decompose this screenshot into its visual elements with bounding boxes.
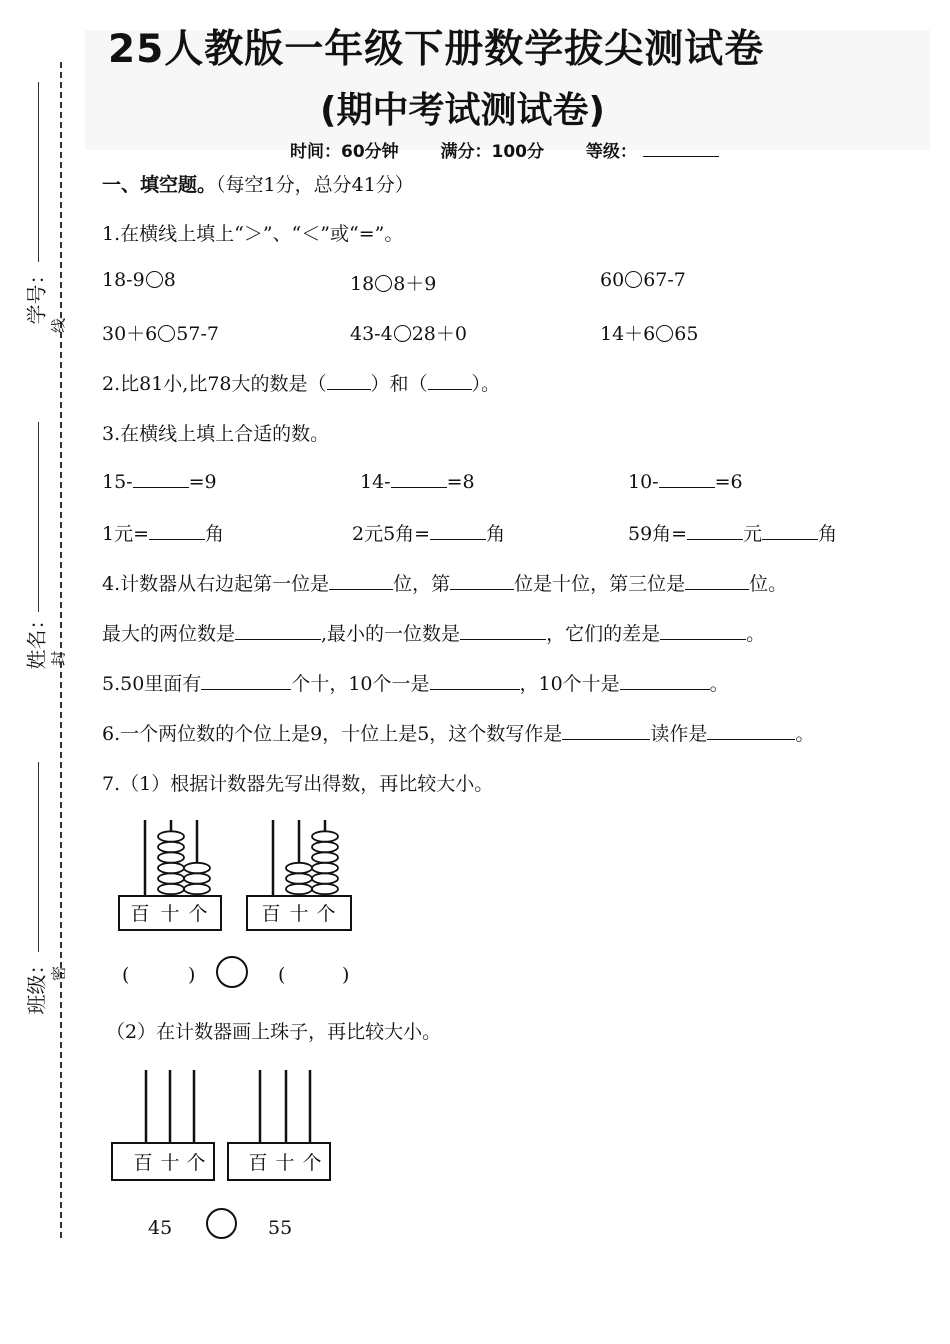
compare-right-number: 55 (268, 1217, 293, 1239)
q4-line1: 4.计数器从右边起第一位是 位，第 位是十位，第三位是 位。 (102, 573, 788, 595)
answer-blank[interactable] (430, 521, 486, 540)
compare-circle[interactable] (216, 956, 248, 988)
answer-blank[interactable] (133, 469, 189, 488)
exam-info-line (290, 137, 719, 162)
q1-item: 18-9 8 (102, 269, 176, 291)
abacus-4-empty[interactable] (224, 1066, 334, 1186)
q1-item: 43-4 28＋0 (350, 323, 467, 345)
grade-blank[interactable] (643, 138, 719, 157)
abacus-hundreds-label: 百 (248, 1152, 268, 1174)
ones-bead (312, 831, 338, 841)
q3-item: 15- =9 (102, 471, 217, 493)
answer-blank[interactable] (562, 721, 650, 740)
q3-prompt: 3.在横线上填上合适的数。 (102, 423, 330, 445)
line-label: 线 (49, 318, 68, 334)
abacus-hundreds-label: 百 (130, 903, 150, 925)
abacus-tens-label: 十 (160, 903, 180, 925)
q5: 5.50里面有 个十，10个一是 ，10个十是 。 (102, 673, 729, 695)
ones-bead (312, 884, 338, 894)
page-title: 25人教版一年级下册数学拔尖测试卷 (108, 27, 765, 72)
q1-item: 18 8＋9 (350, 273, 437, 295)
q3-item: 2元5角= 角 (352, 523, 506, 545)
ones-bead (184, 884, 210, 894)
abacus-tens-label: 十 (289, 903, 309, 925)
ones-bead (184, 873, 210, 883)
ones-bead (312, 852, 338, 862)
q4-line2: 最大的两位数是 ,最小的一位数是 ，它们的差是 。 (102, 623, 766, 645)
seal-label: 封 (49, 651, 68, 667)
abacus-tens-label: 十 (275, 1152, 295, 1174)
abacus-tens-label: 十 (160, 1152, 180, 1174)
answer-blank[interactable] (149, 521, 205, 540)
tens-bead (286, 863, 312, 873)
class-write-line[interactable] (38, 762, 39, 952)
ones-bead (312, 873, 338, 883)
q3-item: 1元= 角 (102, 523, 225, 545)
abacus-ones-label: 个 (188, 903, 208, 925)
paren-close: ) (188, 964, 196, 986)
tens-bead (286, 884, 312, 894)
compare-circle[interactable] (206, 1208, 237, 1239)
q3-item: 59角= 元 角 (628, 523, 838, 545)
name-write-line[interactable] (38, 422, 39, 612)
q1-item: 14＋6 65 (600, 323, 699, 345)
answer-blank[interactable] (620, 671, 710, 690)
abacus-hundreds-label: 百 (261, 903, 281, 925)
compare-circle[interactable] (146, 271, 163, 288)
q3-item: 14- =8 (360, 471, 475, 493)
q1-item: 30＋6 57-7 (102, 323, 219, 345)
paren-open: ( (278, 964, 286, 986)
class-label: 班级： (24, 954, 49, 1015)
answer-blank[interactable] (687, 521, 743, 540)
section-note: （每空1分，总分41分） (216, 174, 414, 196)
abacus-3-empty[interactable] (108, 1066, 218, 1186)
compare-circle[interactable] (394, 325, 411, 342)
paren-close: ) (342, 964, 350, 986)
ones-bead (312, 863, 338, 873)
q7-part1-prompt: 7.（1）根据计数器先写出得数，再比较大小。 (102, 773, 494, 795)
answer-blank[interactable] (659, 469, 715, 488)
answer-blank[interactable] (428, 371, 472, 390)
q1-item: 60 67-7 (600, 269, 686, 291)
secret-label: 密 (49, 966, 68, 982)
answer-blank[interactable] (430, 671, 520, 690)
page-subtitle: (期中考试测试卷) (320, 90, 605, 131)
student-id-write-line[interactable] (38, 82, 39, 262)
answer-blank[interactable] (707, 721, 795, 740)
paren-open: ( (122, 964, 130, 986)
ones-bead (184, 863, 210, 873)
q6: 6.一个两位数的个位上是9，十位上是5，这个数写作是 读作是 。 (102, 723, 815, 745)
abacus-ones-label: 个 (186, 1152, 206, 1174)
tens-bead (158, 873, 184, 883)
tens-bead (158, 863, 184, 873)
section-heading (102, 170, 414, 197)
tens-bead (158, 852, 184, 862)
answer-blank[interactable] (136, 962, 186, 988)
compare-circle[interactable] (625, 271, 642, 288)
name-label: 姓名： (24, 609, 49, 670)
answer-blank[interactable] (292, 962, 340, 988)
answer-blank[interactable] (660, 621, 746, 640)
answer-blank[interactable] (327, 371, 371, 390)
answer-blank[interactable] (450, 571, 514, 590)
q2: 2.比81小,比78大的数是（ ）和（ ）。 (102, 373, 501, 395)
abacus-ones-label: 个 (302, 1152, 322, 1174)
answer-blank[interactable] (235, 621, 321, 640)
compare-left-number: 45 (148, 1217, 173, 1239)
answer-blank[interactable] (201, 671, 291, 690)
abacus-2 (242, 812, 357, 934)
answer-blank[interactable] (329, 571, 393, 590)
section-title: 一、填空题。 (102, 174, 217, 196)
tens-bead (158, 884, 184, 894)
time-label: 时间：60分钟 (290, 142, 399, 162)
tens-bead (286, 873, 312, 883)
compare-circle[interactable] (656, 325, 673, 342)
tens-bead (158, 831, 184, 841)
answer-blank[interactable] (460, 621, 546, 640)
score-label: 满分：100分 (440, 142, 545, 162)
compare-circle[interactable] (375, 275, 392, 292)
grade-label: 等级： (585, 142, 637, 162)
abacus-hundreds-label: 百 (133, 1152, 153, 1174)
q3-item: 10- =6 (628, 471, 743, 493)
answer-blank[interactable] (685, 571, 749, 590)
q1-prompt: 1.在横线上填上“＞”、“＜”或“=”。 (102, 223, 404, 245)
answer-blank[interactable] (762, 521, 818, 540)
answer-blank[interactable] (391, 469, 447, 488)
abacus-1 (112, 812, 227, 934)
student-id-label: 学号： (24, 264, 49, 325)
tens-bead (158, 842, 184, 852)
compare-circle[interactable] (158, 325, 175, 342)
q7-part2-prompt: （2）在计数器画上珠子，再比较大小。 (106, 1021, 442, 1043)
abacus-ones-label: 个 (316, 903, 336, 925)
ones-bead (312, 842, 338, 852)
